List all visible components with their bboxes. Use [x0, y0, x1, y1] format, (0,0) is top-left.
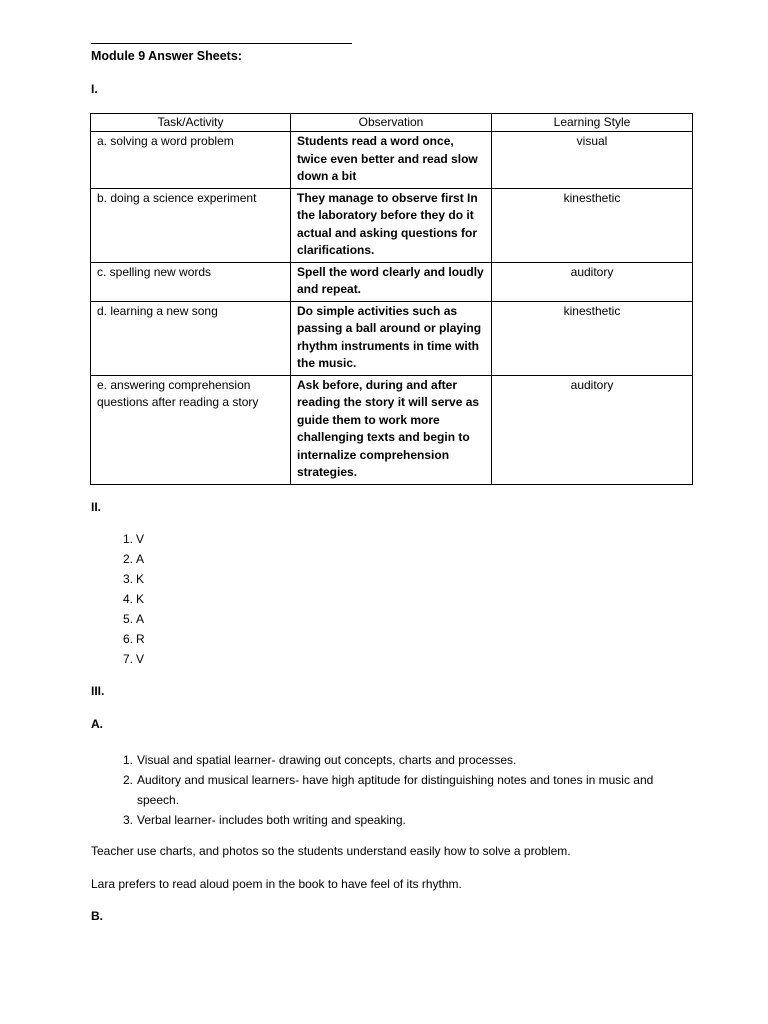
item-number: 2.	[122, 552, 133, 566]
paragraph-lara-poem: Lara prefers to read aloud poem in the book to have feel of its rhythm.	[91, 877, 462, 891]
task-cell: a. solving a word problem	[91, 132, 291, 189]
table-header-row	[91, 114, 693, 132]
item-text: Auditory and musical learners- have high aptitude for distinguishing notes and tones in music and speech.	[137, 773, 654, 807]
item-number: 1.	[122, 753, 133, 767]
item-answer: A	[136, 612, 145, 626]
item-answer: K	[136, 592, 145, 606]
item-answer: V	[136, 652, 145, 666]
observation-cell: Students read a word once, twice even better and read slow down a bit	[291, 132, 492, 189]
item-text: Visual and spatial learner- drawing out concepts, charts and processes.	[137, 753, 517, 767]
section-ii-label: II.	[91, 500, 102, 514]
learning-style-cell: kinesthetic	[492, 301, 693, 375]
list-item	[91, 531, 145, 551]
list-item	[91, 651, 145, 671]
item-number: 1.	[122, 532, 133, 546]
section-iii-label: III.	[91, 684, 105, 698]
learning-style-cell: kinesthetic	[492, 188, 693, 262]
item-answer: R	[136, 632, 145, 646]
learning-style-cell: auditory	[492, 262, 693, 301]
list-item	[91, 631, 145, 651]
list-item	[91, 611, 145, 631]
header-observation: Observation	[291, 114, 492, 132]
list-item	[91, 551, 145, 571]
item-number: 6.	[122, 632, 133, 646]
section-b-label: B.	[91, 909, 103, 923]
task-cell: b. doing a science experiment	[91, 188, 291, 262]
observation-cell: Spell the word clearly and loudly and repeat.	[291, 262, 492, 301]
task-cell: e. answering comprehension questions after reading a story	[91, 375, 291, 484]
item-number: 4.	[122, 592, 133, 606]
table-row	[91, 188, 693, 262]
learning-style-table	[90, 113, 693, 485]
section-i-label: I.	[91, 82, 98, 96]
observation-cell: Do simple activities such as passing a ball around or playing rhythm instruments in time with the music.	[291, 301, 492, 375]
task-cell: c. spelling new words	[91, 262, 291, 301]
table-row	[91, 132, 693, 189]
task-cell: d. learning a new song	[91, 301, 291, 375]
table-row	[91, 375, 693, 484]
item-answer: K	[136, 572, 145, 586]
item-number: 7.	[122, 652, 133, 666]
table-row	[91, 262, 693, 301]
item-number: 3.	[122, 572, 133, 586]
learning-style-cell: auditory	[492, 375, 693, 484]
item-number: 3.	[122, 813, 133, 827]
section-a-label: A.	[91, 717, 103, 731]
header-learning-style: Learning Style	[492, 114, 693, 132]
part-ii-answer-list	[91, 531, 145, 671]
list-item	[91, 750, 691, 770]
list-item	[91, 591, 145, 611]
observation-cell: Ask before, during and after reading the story it will serve as guide them to work more challenging texts and begin to internalize comprehension strategies.	[291, 375, 492, 484]
item-number: 5.	[122, 612, 133, 626]
observation-cell: They manage to observe first In the laboratory before they do it actual and asking questions for clarifications.	[291, 188, 492, 262]
list-item	[91, 810, 691, 830]
page-title: Module 9 Answer Sheets:	[91, 49, 242, 63]
top-rule	[91, 43, 352, 44]
paragraph-teacher-charts: Teacher use charts, and photos so the students understand easily how to solve a problem.	[91, 844, 571, 858]
part-iii-a-list	[91, 750, 691, 830]
list-item	[91, 571, 145, 591]
item-text: Verbal learner- includes both writing and speaking.	[137, 813, 406, 827]
header-task: Task/Activity	[91, 114, 291, 132]
learning-style-cell: visual	[492, 132, 693, 189]
item-number: 2.	[122, 773, 133, 787]
table-row	[91, 301, 693, 375]
item-answer: A	[136, 552, 145, 566]
list-item	[91, 770, 691, 810]
item-answer: V	[136, 532, 145, 546]
